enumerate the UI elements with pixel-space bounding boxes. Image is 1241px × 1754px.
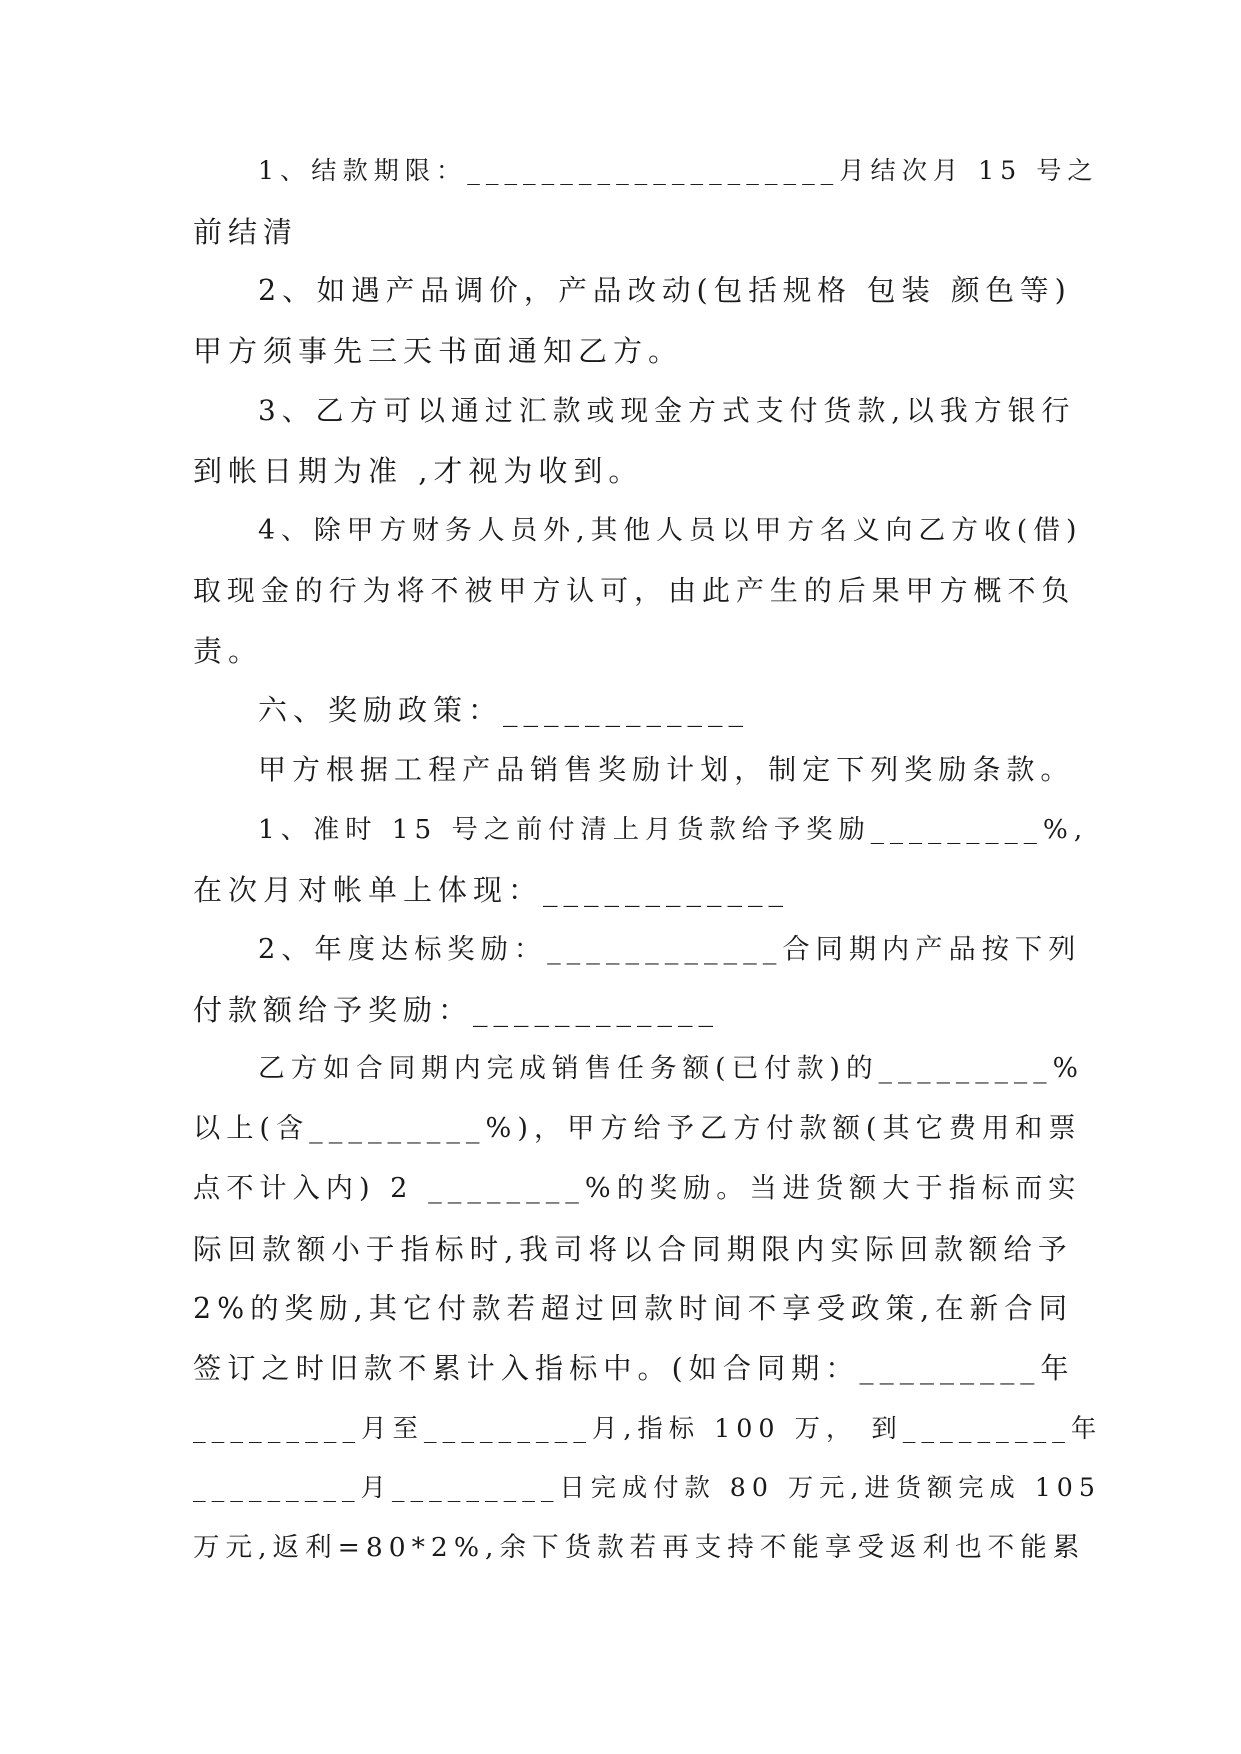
- text-line-20: 2%的奖励,其它付款若超过回款时间不享受政策,在新合同: [193, 1292, 1074, 1325]
- text-line-13: 在次月对帐单上体现：____________: [193, 873, 790, 907]
- text-line-16: 乙方如合同期内完成销售任务额(已付款)的_________%: [258, 1053, 1084, 1084]
- text-line-22: _________月至_________月,指标 100 万， 到_________年: [193, 1413, 1103, 1443]
- text-line-4: 甲方须事先三天书面通知乙方。: [193, 334, 684, 368]
- text-line-11: 甲方根据工程产品销售奖励计划，制定下列奖励条款。: [258, 753, 1075, 786]
- text-line-7: 4、除甲方财务人员外,其他人员以甲方名义向乙方收(借): [258, 515, 1083, 546]
- text-line-1: 1、结款期限：____________________月结次月 15 号之: [258, 156, 1099, 185]
- text-line-15: 付款额给予奖励：____________: [193, 993, 720, 1027]
- text-line-12: 1、准时 15 号之前付清上月货款给予奖励_________%,: [258, 815, 1089, 845]
- text-line-21: 签订之时旧款不累计入指标中。(如合同期：_________年: [193, 1352, 1075, 1385]
- text-line-10: 六、奖励政策：____________: [258, 693, 750, 727]
- text-line-9: 责。: [193, 634, 264, 668]
- text-line-5: 3、乙方可以通过汇款或现金方式支付货款,以我方银行: [258, 394, 1076, 427]
- text-line-8: 取现金的行为将不被甲方认可，由此产生的后果甲方概不负: [193, 574, 1076, 607]
- text-line-2: 前结清: [193, 215, 299, 249]
- text-line-14: 2、年度达标奖励：____________合同期内产品按下列: [258, 934, 1082, 965]
- text-line-3: 2、如遇产品调价，产品改动(包括规格 包装 颜色等): [258, 274, 1072, 307]
- text-line-6: 到帐日期为准 ,才视为收到。: [193, 454, 644, 488]
- text-line-18: 点不计入内) 2 ________%的奖励。当进货额大于指标而实: [193, 1173, 1082, 1204]
- text-line-19: 际回款额小于指标时,我司将以合同期限内实际回款额给予: [193, 1232, 1073, 1266]
- text-line-24: 万元,返利=80*2%,余下货款若再支持不能享受返利也不能累: [193, 1532, 1086, 1563]
- text-line-23: _________月_________日完成付款 80 万元,进货额完成 105: [193, 1473, 1101, 1502]
- text-line-17: 以上(含_________%)，甲方给予乙方付款额(其它费用和票: [193, 1113, 1082, 1144]
